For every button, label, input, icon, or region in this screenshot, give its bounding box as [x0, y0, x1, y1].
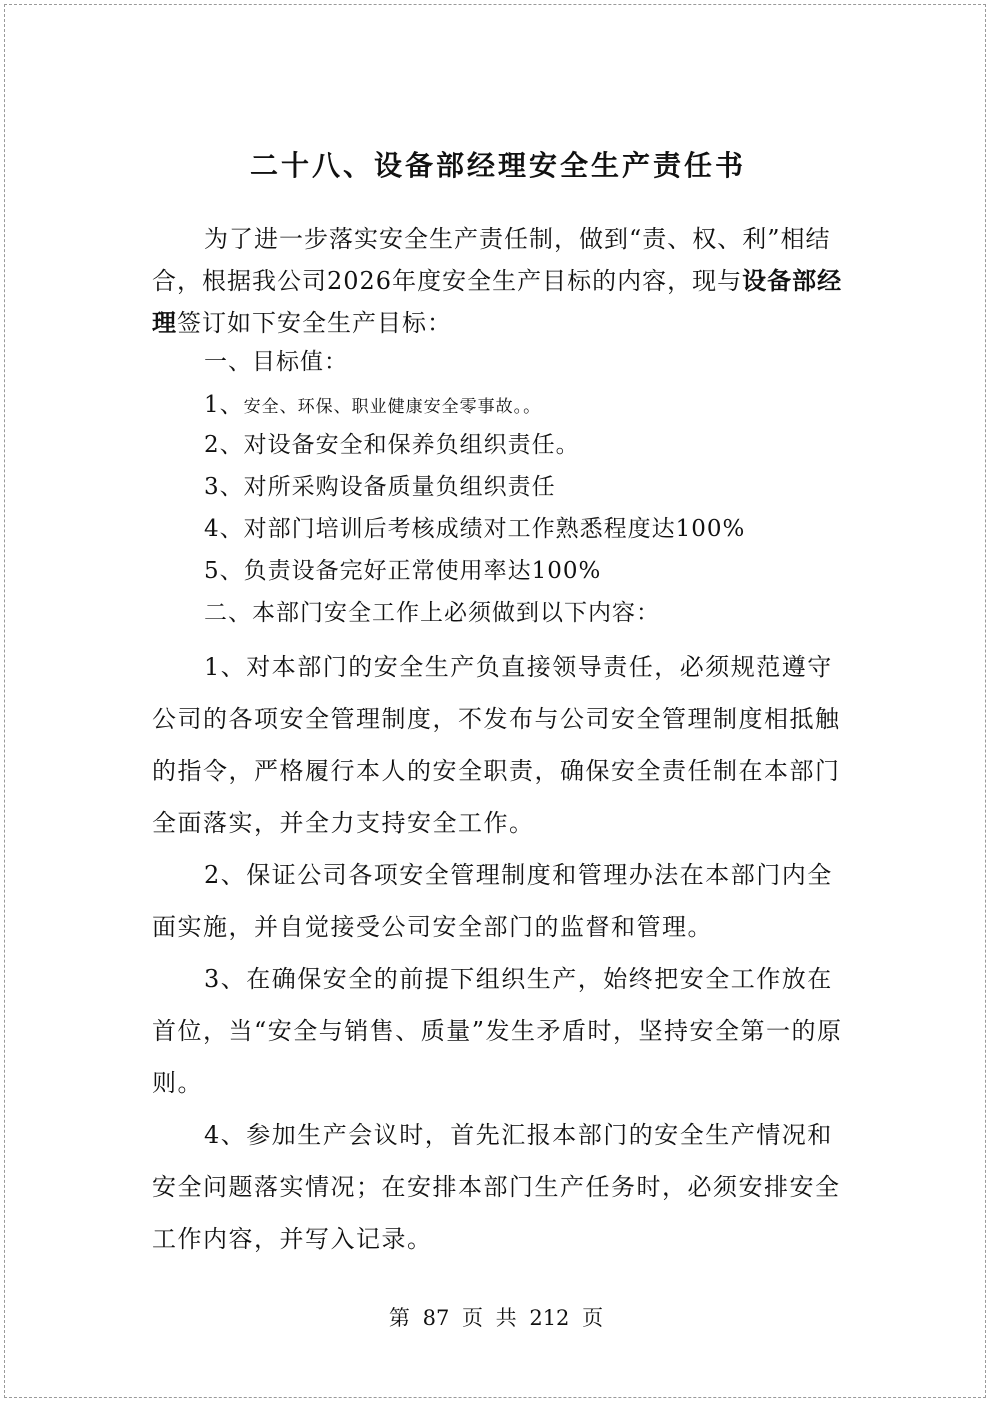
duty-paragraph: 4、参加生产会议时，首先汇报本部门的安全生产情况和安全问题落实情况；在安排本部门生产任务时，必须安排安全工作内容，并写入记录。: [152, 1121, 841, 1253]
target-text: 对设备安全和保养负组织责任。: [243, 432, 580, 458]
intro-paragraph: [152, 218, 844, 344]
duty-paragraph: 1、对本部门的安全生产负直接领导责任，必须规范遵守公司的各项安全管理制度，不发布与公司安全管理制度相抵触的指令，严格履行本人的安全职责，确保安全责任制在本部门全面落实，并全力支持安全工作。: [152, 653, 841, 837]
target-item: [204, 467, 844, 507]
section-heading-targets: 一、目标值：: [204, 349, 348, 375]
target-item: [204, 509, 844, 549]
target-text: 对所采购设备质量负组织责任: [243, 474, 556, 500]
target-number: 2、: [204, 432, 244, 458]
document-title: 二十八、设备部经理安全生产责任书: [249, 149, 746, 182]
target-item: [204, 385, 844, 427]
target-number: 3、: [204, 474, 244, 500]
intro-text-after: 签订如下安全生产目标：: [177, 309, 452, 337]
intro-bold-party: 设备部经理: [152, 266, 843, 337]
target-number: 4、: [204, 516, 244, 542]
target-number: 1、: [204, 392, 244, 418]
target-item: [204, 551, 844, 591]
duty-paragraph: 2、保证公司各项安全管理制度和管理办法在本部门内全面实施，并自觉接受公司安全部门的监督和管理。: [152, 861, 833, 941]
page-number-footer: 第 87 页 共 212 页: [388, 1306, 604, 1330]
target-number: 5、: [204, 558, 244, 584]
intro-text-before: 为了进一步落实安全生产责任制，做到“责、权、利”相结合，根据我公司2026年度安全生产目标的内容，现与: [152, 225, 831, 295]
target-text: 负责设备完好正常使用率达100%: [243, 558, 602, 584]
target-text: 对部门培训后考核成绩对工作熟悉程度达100%: [243, 516, 746, 542]
section-heading-duties: 二、本部门安全工作上必须做到以下内容：: [204, 600, 660, 626]
target-item: [204, 425, 844, 465]
duty-paragraph: 3、在确保安全的前提下组织生产，始终把安全工作放在首位，当“安全与销售、质量”发生矛盾时，坚持安全第一的原则。: [152, 965, 843, 1097]
target-text: 安全、环保、职业健康安全零事故。。: [243, 397, 542, 417]
